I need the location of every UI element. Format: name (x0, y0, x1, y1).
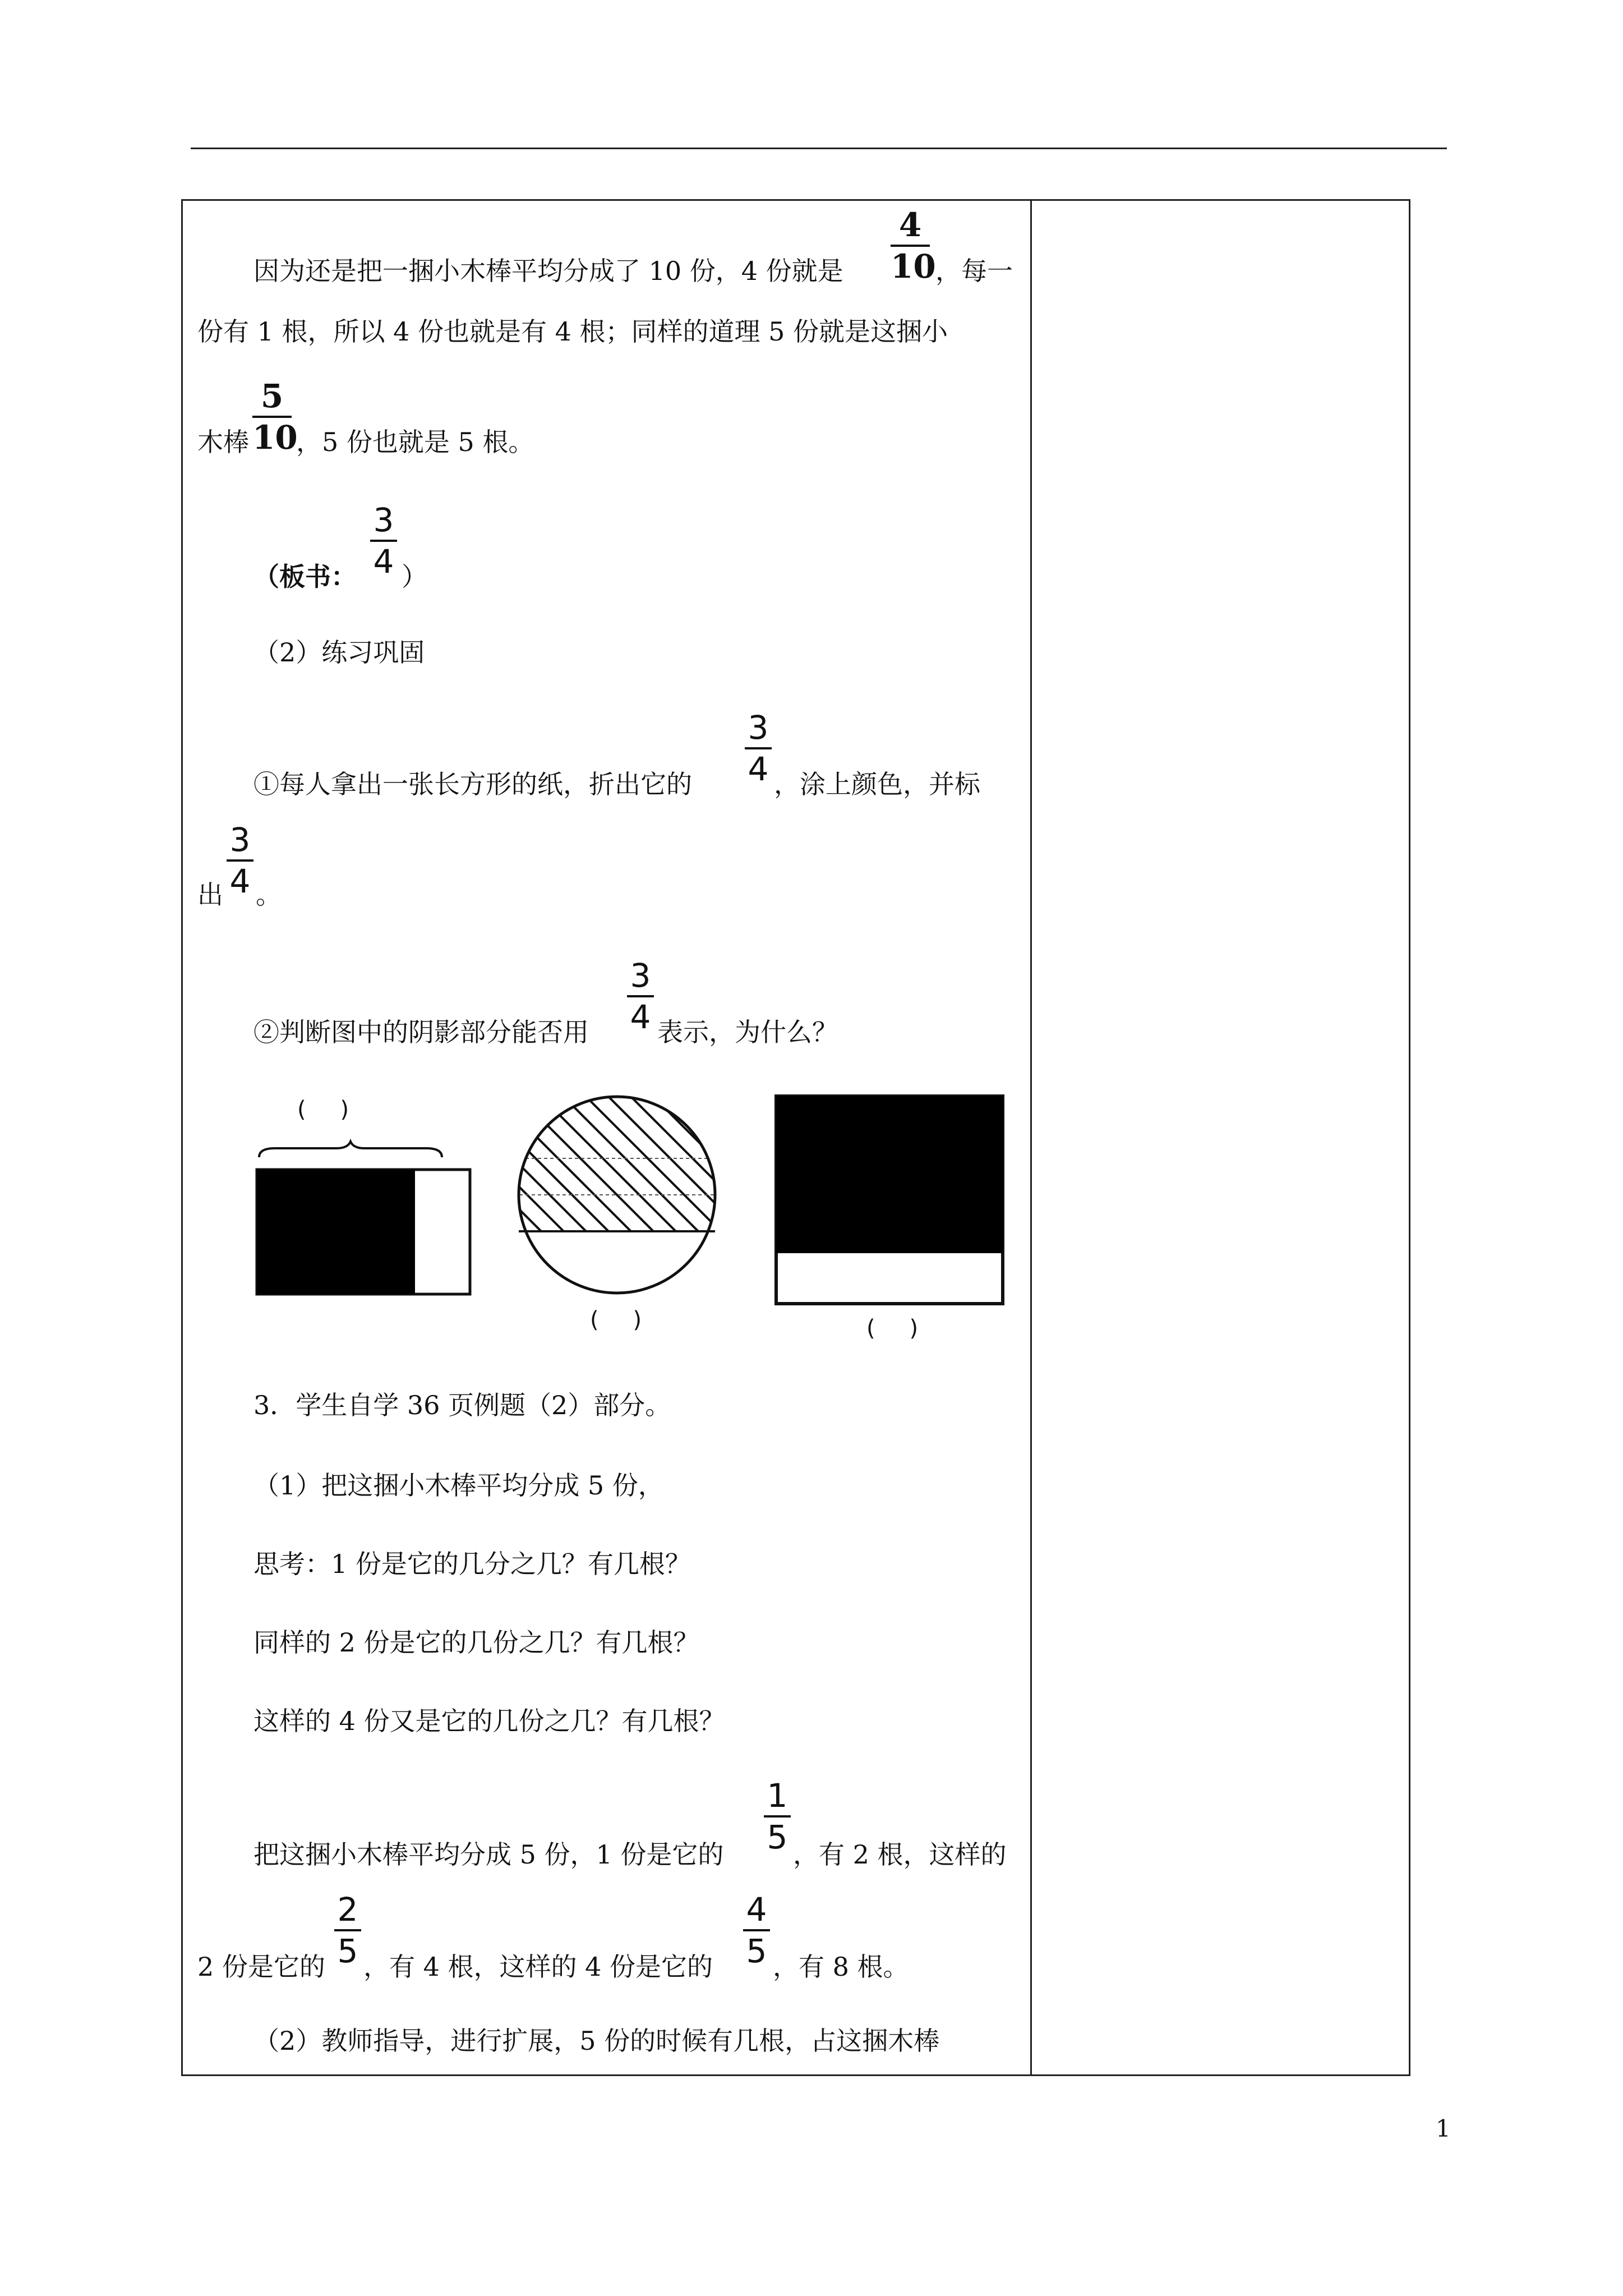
text-line-1-end: ，每一 (935, 256, 1013, 286)
question-2: 同样的 2 份是它的几份之几？有几根？ (253, 1627, 699, 1658)
figure-3-answer-paren: ( ) (866, 1315, 920, 1341)
figure-1-answer-paren: ( ) (297, 1097, 351, 1122)
figure-2-answer-paren: ( ) (590, 1307, 643, 1333)
answer-line-1-end: ，有 2 根，这样的 (793, 1839, 1007, 1870)
header-rule (191, 148, 1447, 149)
fraction-3-4-ex1b: 3 4 (227, 823, 253, 898)
exercise-1-line: ①每人拿出一张长方形的纸，折出它的 (253, 769, 692, 799)
exercise-1-line-end: ，涂上颜色，并标 (774, 769, 980, 799)
fraction-2-5: 2 5 (334, 1893, 361, 1967)
exercise-1-line-2-end: 。 (256, 880, 282, 910)
fraction-4-10: 4 10 (891, 206, 936, 286)
section-3-step-2: （2）教师指导，进行扩展，5 份的时候有几根，占这捆木棒 (253, 2026, 940, 2056)
answer-line-2-mid: ，有 4 根，这样的 4 份是它的 (363, 1952, 713, 1982)
section-heading-practice: （2）练习巩固 (253, 637, 425, 668)
figure-3-rectangle (774, 1094, 1009, 1307)
answer-line-2-end: ，有 8 根。 (773, 1952, 909, 1982)
exercise-2-line-end: 表示，为什么？ (657, 1017, 838, 1047)
text-line-3-end: ，5 份也就是 5 根。 (296, 427, 534, 457)
board-note-label: （板书： (253, 562, 357, 592)
figure-1-rectangle (252, 1142, 477, 1299)
question-3: 这样的 4 份又是它的几份之几？有几根？ (253, 1706, 725, 1736)
fraction-4-5: 4 5 (743, 1893, 770, 1967)
answer-line-1: 把这捆小木棒平均分成 5 份，1 份是它的 (253, 1839, 724, 1870)
fraction-5-10: 5 10 (252, 377, 298, 457)
page-number: 1 (1436, 2115, 1451, 2142)
exercise-2-line: ②判断图中的阴影部分能否用 (253, 1017, 589, 1047)
exercise-1-line-2: 出 (197, 880, 223, 910)
fraction-3-4-ex2: 3 4 (627, 959, 654, 1033)
section-3-heading: 3．学生自学 36 页例题（2）部分。 (253, 1390, 671, 1420)
fraction-3-4-ex1: 3 4 (745, 711, 772, 785)
fraction-3-4-board: 3 4 (370, 504, 397, 578)
text-line-3-start: 木棒 (197, 427, 249, 457)
column-divider (1030, 201, 1032, 2074)
text-line-1: 因为还是把一捆小木棒平均分成了 10 份，4 份就是 (253, 256, 843, 286)
figure-2-circle (513, 1091, 726, 1315)
board-note-close: ） (402, 562, 427, 592)
fraction-1-5: 1 5 (764, 1779, 791, 1853)
text-line-2: 份有 1 根，所以 4 份也就是有 4 根；同样的道理 5 份就是这捆小 (197, 316, 948, 347)
question-1: 思考：1 份是它的几分之几？有几根？ (253, 1549, 691, 1579)
answer-line-2: 2 份是它的 (197, 1952, 325, 1982)
section-3-step-1: （1）把这捆小木棒平均分成 5 份， (253, 1470, 664, 1501)
